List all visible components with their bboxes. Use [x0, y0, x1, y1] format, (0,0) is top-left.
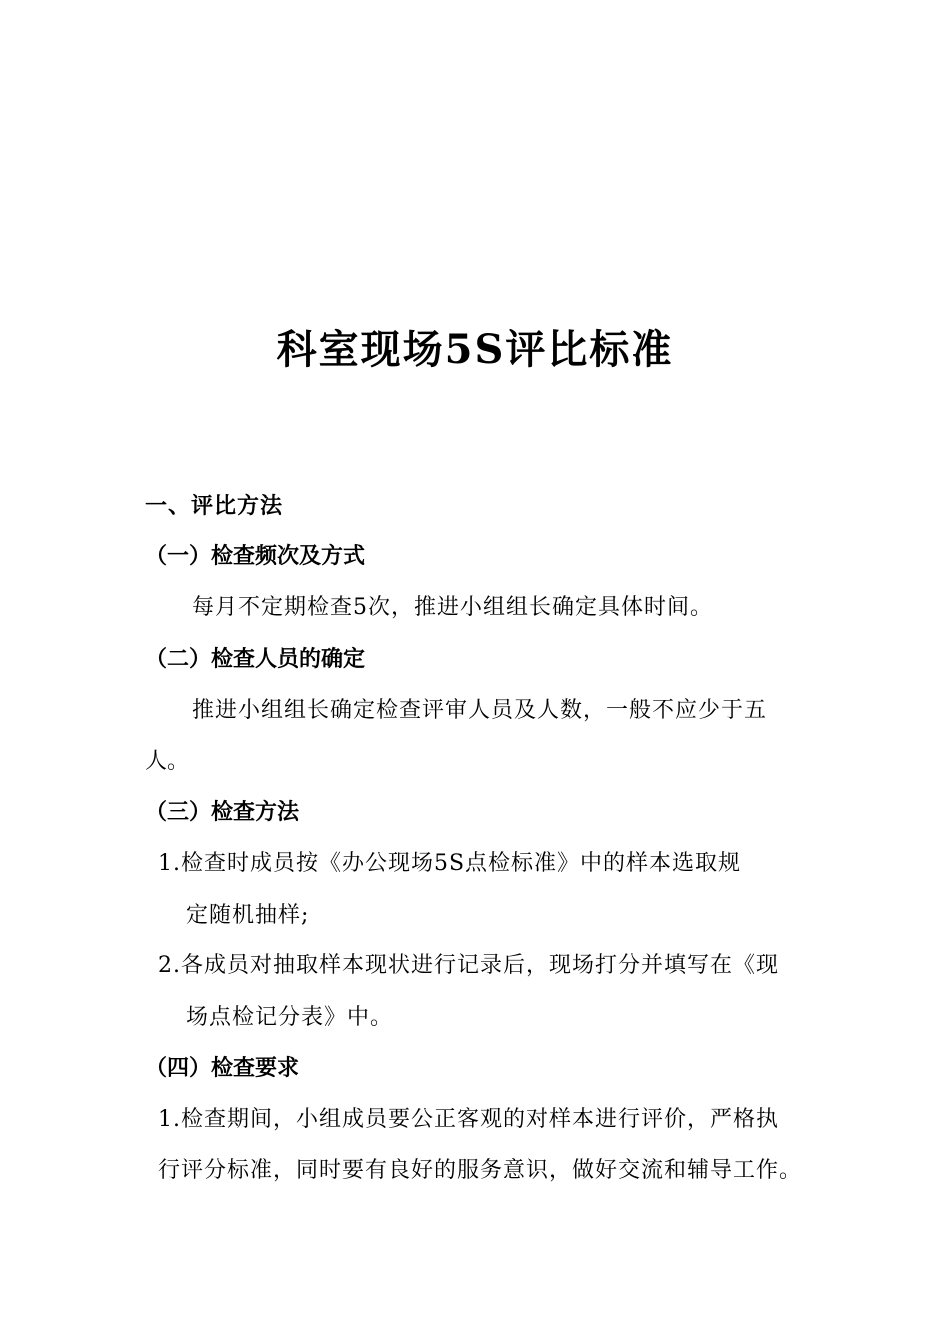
list-item-requirements-1-line2: 行评分标准，同时要有良好的服务意识，做好交流和辅导工作。: [158, 1158, 803, 1183]
list-item-method-2-line1: 2.各成员对抽取样本现状进行记录后，现场打分并填写在《现: [158, 953, 779, 978]
paragraph-inspectors-line2: 人。: [145, 749, 190, 774]
subsection-heading-requirements: （四）检查要求: [145, 1055, 300, 1081]
subsection-heading-method: （三）检查方法: [145, 799, 300, 825]
paragraph-frequency: 每月不定期检查5次，推进小组组长确定具体时间。: [192, 595, 713, 620]
list-item-method-1-line1: 1.检查时成员按《办公现场5S点检标准》中的样本选取规: [158, 851, 742, 876]
list-item-method-2-line2: 场点检记分表》中。: [186, 1005, 394, 1030]
subsection-heading-frequency: （一）检查频次及方式: [145, 543, 366, 569]
list-item-method-1-line2: 定随机抽样;: [186, 903, 310, 928]
section-heading-evaluation-method: 一、评比方法: [145, 493, 284, 519]
document-title: 科室现场5S评比标准: [276, 326, 674, 373]
list-item-requirements-1-line1: 1.检查期间，小组成员要公正客观的对样本进行评价，严格执: [158, 1107, 779, 1132]
paragraph-inspectors-line1: 推进小组组长确定检查评审人员及人数，一般不应少于五: [192, 698, 768, 723]
subsection-heading-inspectors: （二）检查人员的确定: [145, 646, 366, 672]
